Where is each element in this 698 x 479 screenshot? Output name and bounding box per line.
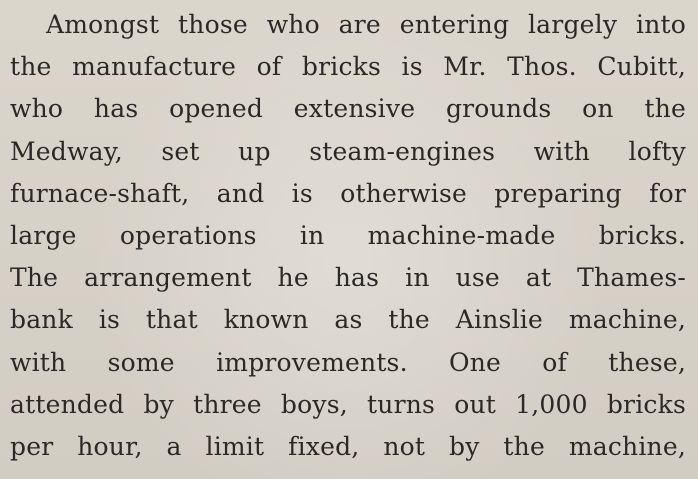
paragraph-line-7: The arrangement he has in use at Thames- (10, 263, 686, 293)
paragraph-line-8: bank is that known as the Ainslie machine, (10, 305, 686, 335)
paragraph-line-4: Medway, set up steam-engines with lofty (10, 136, 686, 166)
paragraph-line-9: with some improvements. One of these, (10, 347, 686, 377)
paragraph-line-6: large operations in machine-made bricks. (10, 221, 686, 251)
paragraph-line-11: per hour, a limit fixed, not by the machine, (10, 432, 686, 462)
paragraph-line-2: the manufacture of bricks is Mr. Thos. Cubitt, (10, 52, 686, 82)
paragraph-line-10: attended by three boys, turns out 1,000 bricks (10, 389, 686, 419)
paragraph-line-3: who has opened extensive grounds on the (10, 94, 686, 124)
article-paragraph (10, 4, 686, 468)
paragraph-line-1: Amongst those who are entering largely into (46, 10, 686, 39)
paragraph-line-5: furnace-shaft, and is otherwise preparing for (10, 178, 686, 208)
